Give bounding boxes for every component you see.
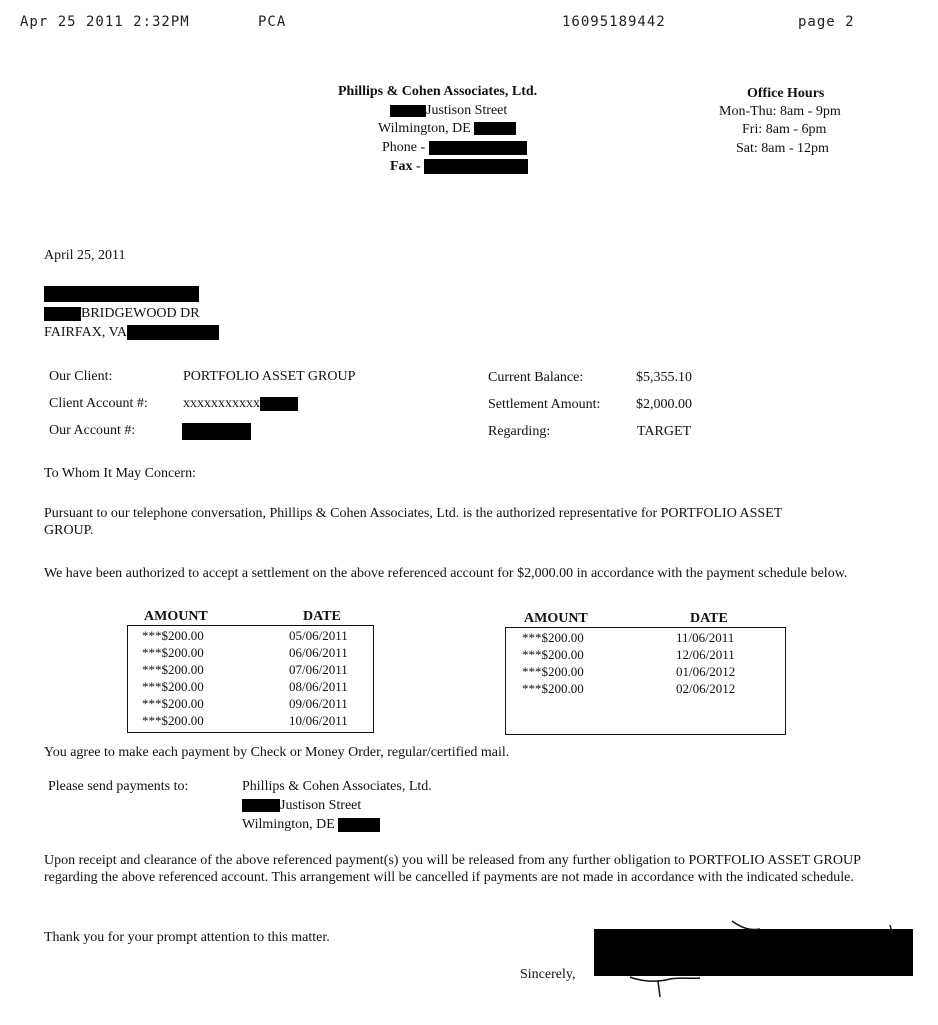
schedule-date: 01/06/2012 (676, 664, 736, 679)
schedule-row (128, 662, 373, 679)
thanks-text: Thank you for your prompt attention to this matter. (44, 930, 330, 945)
letterhead-city: Wilmington, DE (378, 121, 471, 136)
schedule-date: 10/06/2011 (289, 713, 348, 728)
letterhead-fax-label: Fax - (390, 159, 421, 174)
settlement-label: Settlement Amount: (488, 397, 601, 412)
redaction-block (424, 159, 528, 174)
recipient-street-line (44, 306, 200, 322)
schedule-row (128, 713, 373, 730)
schedule-date: 08/06/2011 (289, 679, 348, 694)
schedule-date: 07/06/2011 (289, 662, 348, 677)
schedule-row (128, 645, 373, 662)
schedule-date-header: DATE (690, 611, 728, 626)
balance-label: Current Balance: (488, 370, 584, 385)
fax-number: 16095189442 (562, 14, 666, 30)
schedule-row (506, 647, 785, 664)
regarding-label: Regarding: (488, 424, 551, 439)
send-company: Phillips & Cohen Associates, Ltd. (242, 779, 432, 794)
schedule-date: 06/06/2011 (289, 645, 348, 660)
schedule-date: 09/06/2011 (289, 696, 348, 711)
client-account-line (183, 396, 298, 412)
settlement-value: $2,000.00 (636, 397, 692, 412)
letterhead-fax-line (390, 159, 528, 175)
redaction-block (260, 397, 298, 411)
client-account-label: Client Account #: (49, 396, 148, 411)
schedule-date: 02/06/2012 (676, 681, 736, 696)
agree-text: You agree to make each payment by Check or Money Order, regular/certified mail. (44, 745, 510, 760)
redaction-block (127, 325, 219, 340)
schedule-row (506, 681, 785, 698)
fax-sender: PCA (258, 14, 287, 30)
office-hours-line: Mon-Thu: 8am - 9pm (719, 104, 841, 119)
schedule-date-header: DATE (303, 609, 341, 624)
schedule-row (506, 664, 785, 681)
body-paragraph: Upon receipt and clearance of the above referenced payment(s) you will be released from any further obligation to PORTFOLIO ASSET GROUP regarding the above referenced account. This arrangement will be cancelled if payments are not made in accordance with the indicated schedule. (44, 853, 861, 885)
send-city-line (242, 817, 380, 833)
send-city: Wilmington, DE (242, 817, 335, 832)
letterhead-phone-label: Phone - (382, 140, 426, 155)
schedule-amount: ***$200.00 (142, 713, 204, 728)
schedule-amount: ***$200.00 (142, 696, 204, 711)
salutation: To Whom It May Concern: (44, 466, 196, 481)
client-label: Our Client: (49, 369, 113, 384)
client-value: PORTFOLIO ASSET GROUP (183, 369, 356, 384)
our-account-value (182, 423, 251, 440)
schedule-table-left (127, 625, 374, 733)
send-street: Justison Street (280, 798, 362, 813)
client-account-value: xxxxxxxxxxx (183, 396, 260, 411)
send-street-line (242, 798, 361, 814)
signature-strokes (600, 905, 920, 1005)
fax-page: page 2 (798, 14, 855, 30)
schedule-amount: ***$200.00 (142, 628, 204, 643)
recipient-city: FAIRFAX, VA (44, 325, 127, 340)
schedule-row (128, 679, 373, 696)
redaction-block (429, 141, 527, 155)
office-hours-line: Sat: 8am - 12pm (736, 141, 829, 156)
letterhead-street-line (390, 103, 507, 119)
schedule-date: 05/06/2011 (289, 628, 348, 643)
redaction-block (390, 105, 426, 117)
regarding-value: TARGET (637, 424, 692, 439)
redaction-block (474, 122, 516, 135)
recipient-name (44, 286, 199, 302)
schedule-amount: ***$200.00 (142, 645, 204, 660)
schedule-amount: ***$200.00 (522, 681, 584, 696)
schedule-amount-header: AMOUNT (144, 609, 208, 624)
redaction-block (44, 307, 81, 321)
schedule-amount: ***$200.00 (142, 662, 204, 677)
schedule-date: 11/06/2011 (676, 630, 735, 645)
schedule-amount: ***$200.00 (142, 679, 204, 694)
office-hours-line: Fri: 8am - 6pm (742, 122, 827, 137)
letterhead-phone-line (382, 140, 527, 156)
redaction-block (338, 818, 380, 832)
recipient-street: BRIDGEWOOD DR (81, 306, 200, 321)
redaction-block (182, 423, 251, 440)
balance-value: $5,355.10 (636, 370, 692, 385)
our-account-label: Our Account #: (49, 423, 136, 438)
redaction-block (44, 286, 199, 302)
schedule-table-right (505, 627, 786, 735)
schedule-row (506, 630, 785, 647)
body-paragraph: Pursuant to our telephone conversation, Phillips & Cohen Associates, Ltd. is the authorized representative for PORTFOLIO ASSET GROUP. (44, 506, 783, 538)
schedule-amount: ***$200.00 (522, 630, 584, 645)
schedule-amount: ***$200.00 (522, 664, 584, 679)
closing-text: Sincerely, (520, 967, 576, 982)
letter-date: April 25, 2011 (44, 248, 126, 263)
office-hours-title: Office Hours (747, 86, 825, 101)
schedule-row (128, 628, 373, 645)
letterhead-city-line (378, 121, 516, 137)
send-payments-label: Please send payments to: (48, 779, 189, 794)
fax-datetime: Apr 25 2011 2:32PM (20, 14, 190, 30)
recipient-city-line (44, 325, 219, 341)
redaction-block (242, 799, 280, 812)
schedule-amount-header: AMOUNT (524, 611, 588, 626)
letterhead-company: Phillips & Cohen Associates, Ltd. (338, 84, 538, 99)
schedule-row (128, 696, 373, 713)
schedule-date: 12/06/2011 (676, 647, 735, 662)
schedule-amount: ***$200.00 (522, 647, 584, 662)
letterhead-street: Justison Street (426, 103, 508, 118)
body-paragraph: We have been authorized to accept a settlement on the above referenced account for $2,000.00 in accordance with the payment schedule below. (44, 566, 848, 581)
